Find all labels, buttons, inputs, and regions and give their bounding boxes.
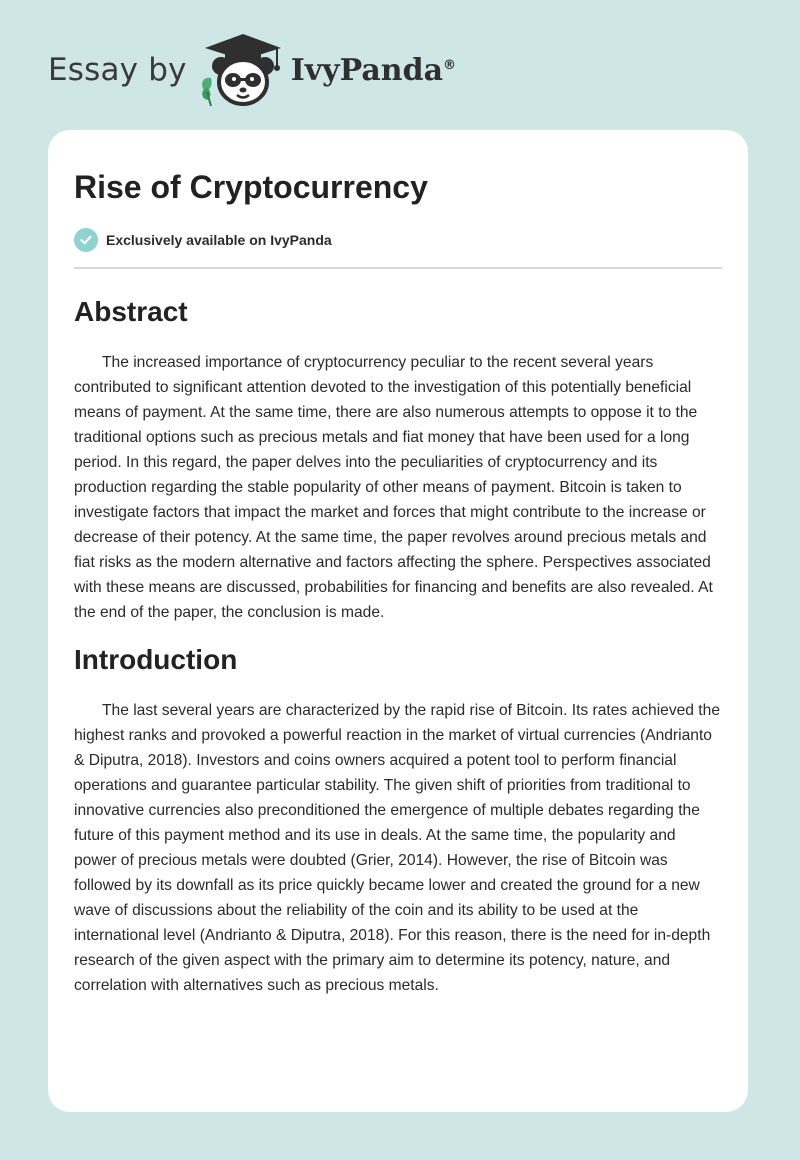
checkmark-icon — [74, 228, 98, 252]
brand-name-text: IvyPanda — [290, 52, 444, 88]
brand-name — [291, 53, 456, 88]
exclusive-badge — [74, 228, 722, 269]
panda-mascot-icon — [197, 30, 289, 110]
abstract-section — [74, 295, 722, 625]
section-heading: Introduction — [74, 643, 238, 675]
exclusive-badge-label: Exclusively available on IvyPanda — [106, 232, 332, 249]
leaf-icon — [202, 78, 212, 106]
brand-prefix: Essay by — [48, 52, 187, 88]
registered-mark: ® — [443, 57, 457, 73]
section-heading: Abstract — [74, 296, 188, 328]
section-paragraph: The increased importance of cryptocurrency peculiar to the recent several years contributed to significant attention devoted to the investigation of this potentially beneficial means of payment. At the same time, there are also numerous attempts to oppose it to the traditional options such as precious metals and fiat money that have been used for a long period. In this regard, the paper delves into the peculiarities of cryptocurrency and its production regarding the stable popularity of other means of payment. Bitcoin is taken to investigate factors that impact the market and forces that might contribute to the increase or decrease of their potency. At the same time, the paper revolves around precious metals and fiat risks as the modern alternative and factors affecting the sphere. Perspectives associated with these means are discussed, probabilities for financing and benefits are also revealed. At the end of the paper, the conclusion is made. — [74, 353, 713, 621]
brand-header — [48, 30, 456, 110]
section-paragraph: The last several years are characterized by the rapid rise of Bitcoin. Its rates achieved the highest ranks and provoked a powerful reaction in the market of virtual currencies (Andrianto & Diputra, 2018). Investors and coins owners acquired a potent tool to perform financial operations and guarantee particular stability. The given shift of priorities from traditional to innovative currencies also preconditioned the emergence of multiple debates regarding the future of this payment method and its use in deals. At the same time, the popularity and power of precious metals were doubted (Grier, 2014). However, the rise of Bitcoin was followed by its downfall as its price quickly became lower and created the ground for a new wave of discussions about the reliability of the coin and its ability to be used at the international level (Andrianto & Diputra, 2018). For this reason, there is the need for in-depth research of the given aspect with the primary aim to determine its potency, nature, and correlation with alternatives such as precious metals. — [74, 701, 720, 994]
essay-card — [48, 130, 748, 1112]
page-title: Rise of Cryptocurrency — [74, 169, 428, 205]
introduction-section — [74, 643, 722, 998]
